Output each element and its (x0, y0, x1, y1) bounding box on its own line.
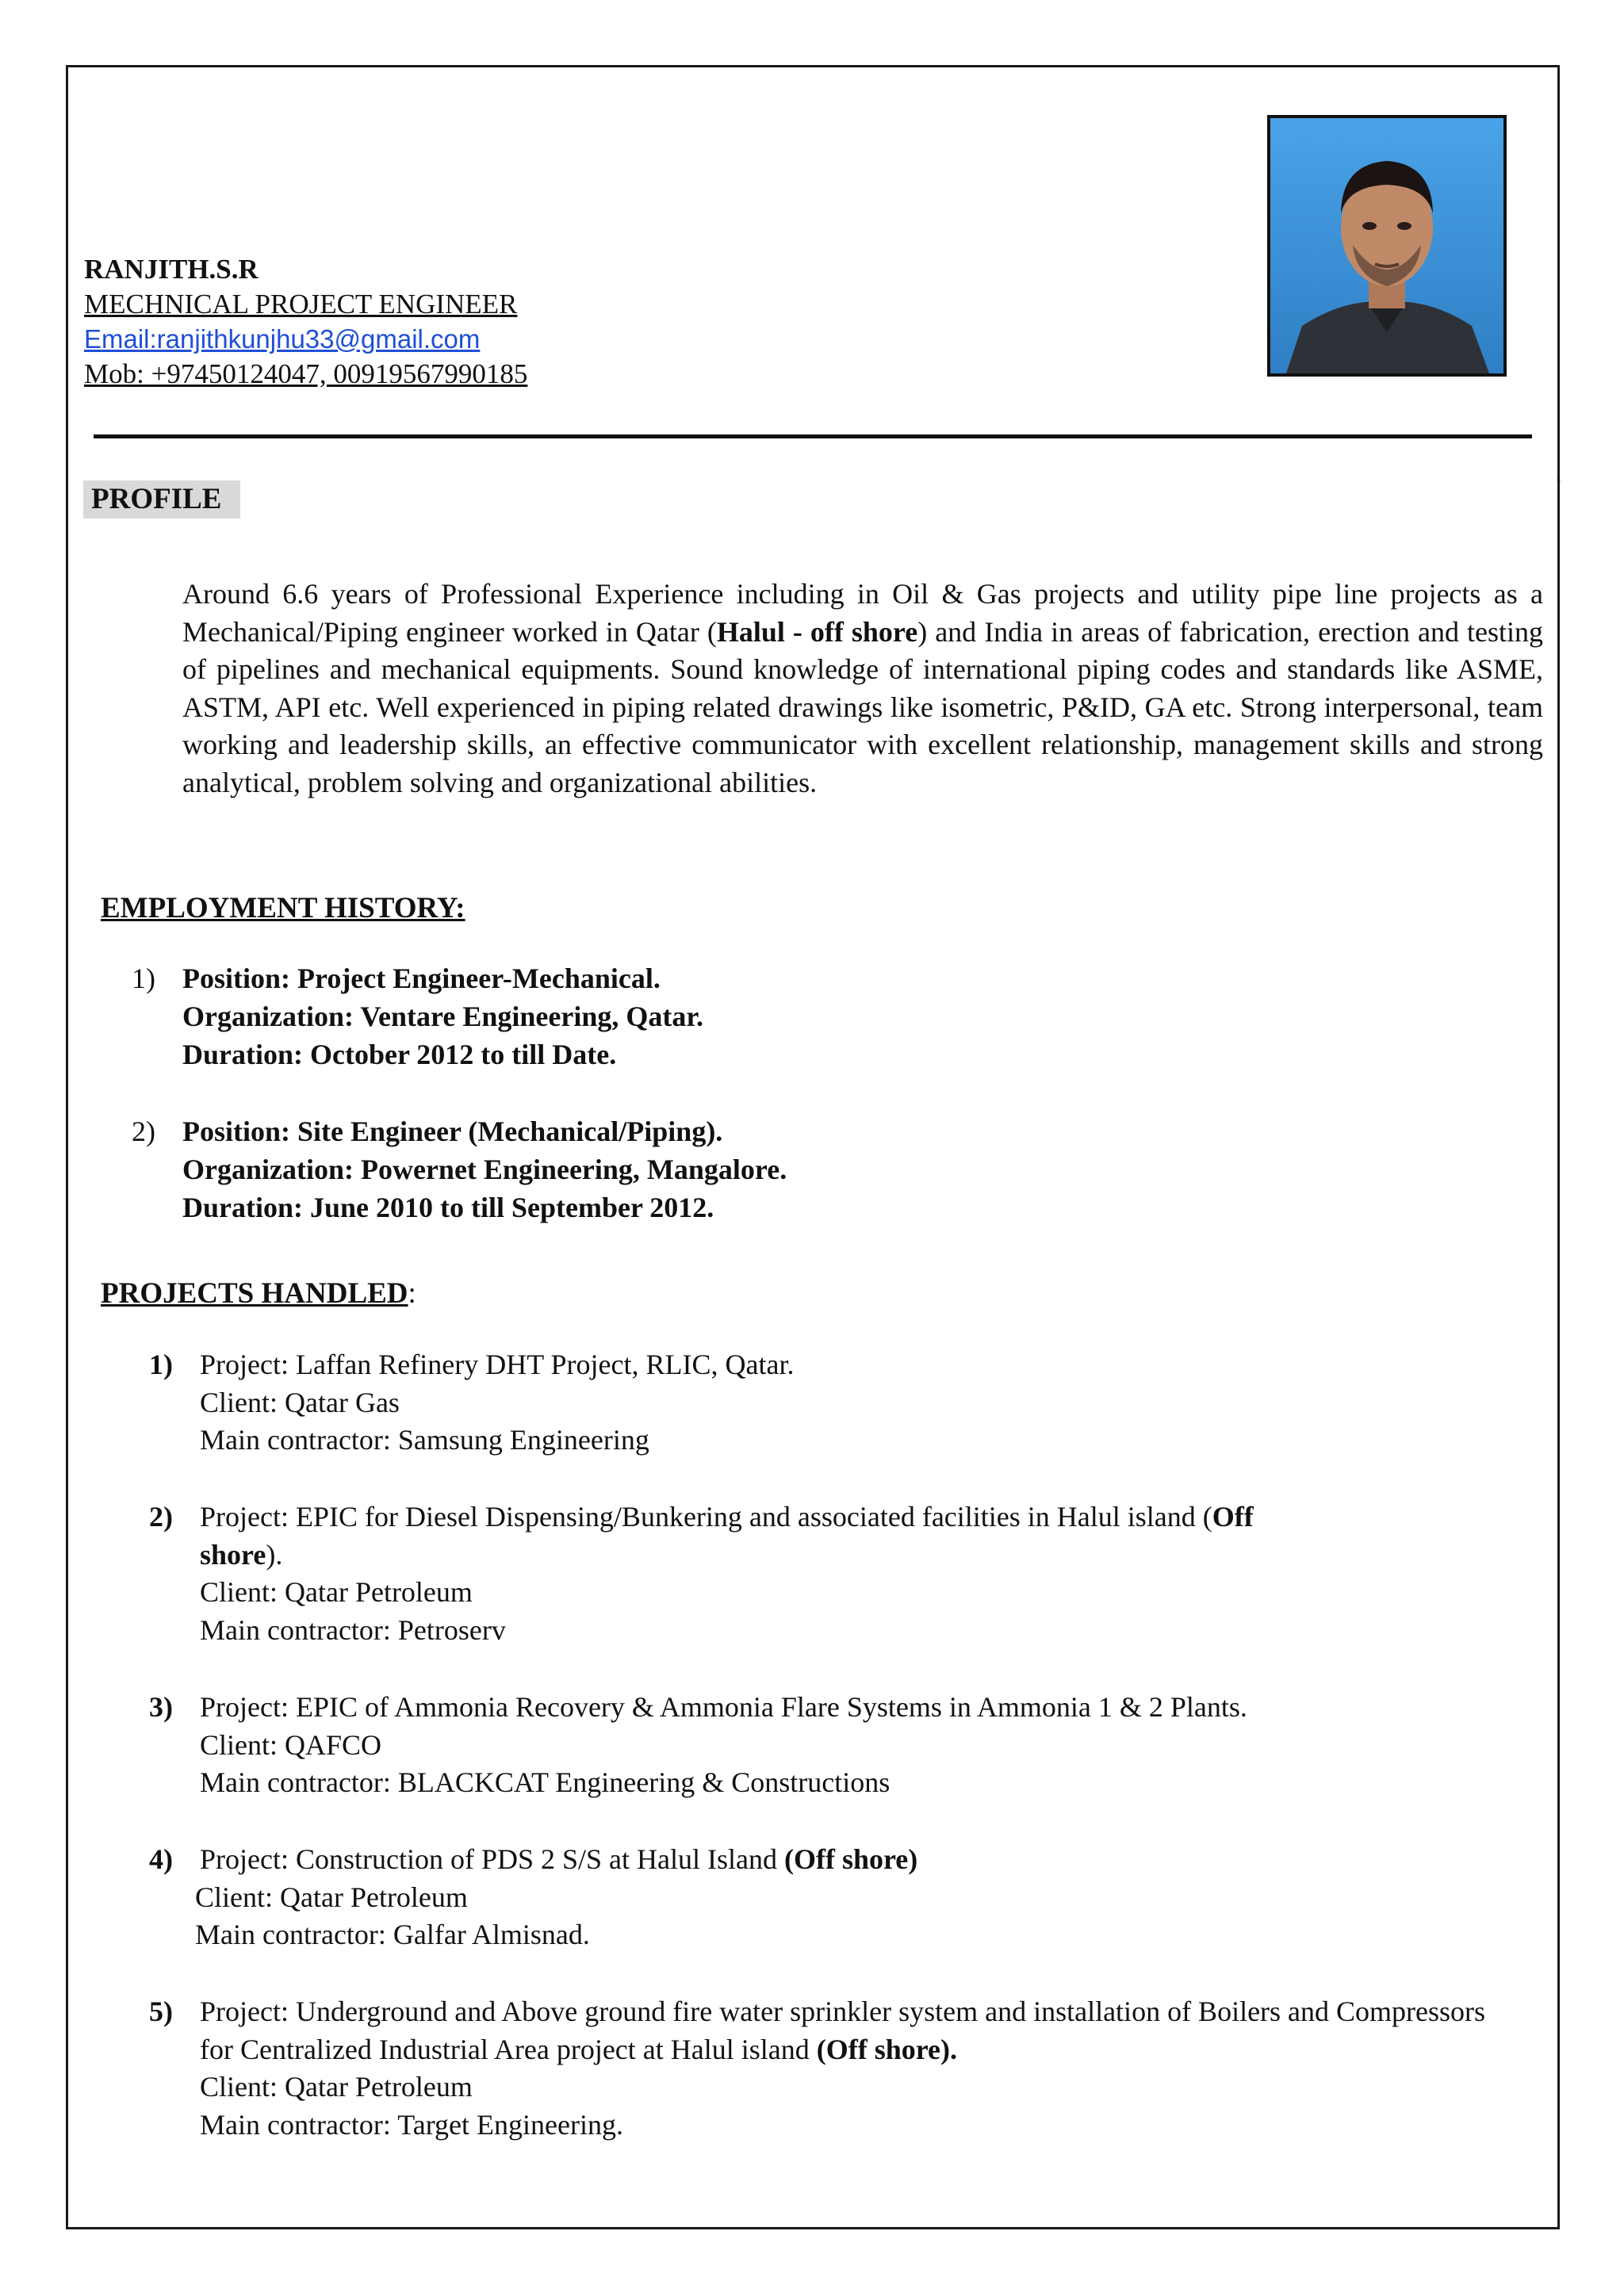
project-contractor: Main contractor: Target Engineering. (200, 2108, 623, 2141)
profile-photo (1267, 115, 1507, 377)
header-divider (94, 434, 1532, 438)
project-client: Client: Qatar Gas (200, 1386, 400, 1418)
project-contractor: Main contractor: Samsung Engineering (200, 1424, 649, 1456)
project-item (149, 1993, 1497, 2144)
project-item (149, 1689, 1497, 1802)
project-name-part: Project: EPIC for Diesel Dispensing/Bunkering and associated facilities in Halul island ( (200, 1501, 1212, 1533)
project-number: 4) (149, 1843, 173, 1875)
project-name: Project: Laffan Refinery DHT Project, RLIC, Qatar. (200, 1349, 795, 1380)
employment-item (132, 959, 703, 1073)
employment-item (132, 1112, 787, 1226)
candidate-name: RANJITH.S.R (84, 254, 259, 285)
project-number: 3) (149, 1691, 173, 1723)
project-name-bold: shore (200, 1538, 266, 1571)
project-contractor: Main contractor: Galfar Almisnad. (195, 1919, 590, 1950)
project-item (149, 1346, 1497, 1460)
projects-heading: PROJECTS HANDLED (101, 1277, 408, 1310)
employment-duration: Duration: October 2012 to till Date. (182, 1039, 617, 1070)
stray-mark: ` (1556, 476, 1562, 496)
project-number: 1) (149, 1349, 173, 1380)
projects-heading-suffix: : (408, 1277, 416, 1310)
project-client: Client: Qatar Petroleum (200, 1576, 473, 1608)
project-client: Client: Qatar Petroleum (195, 1881, 468, 1913)
employment-position: Position: Site Engineer (Mechanical/Piping). (182, 1115, 723, 1147)
profile-summary (182, 576, 1543, 802)
project-name (200, 1841, 1497, 1879)
profile-text-bold: Halul - off shore (716, 615, 918, 648)
mobile-number: Mob: +97450124047, 00919567990185 (84, 358, 528, 389)
project-name (200, 1993, 1497, 2068)
project-item (149, 1841, 1497, 1954)
project-number: 5) (149, 1996, 173, 2027)
project-number: 2) (149, 1501, 173, 1533)
profile-text-part-1: Around 6.6 years of Professional Experience including in Oil & Gas projects and utility pipe line projects as a Mechanical/Piping engineer worked in Qatar ( (182, 578, 1543, 648)
contact-header (84, 252, 527, 392)
employment-position: Position: Project Engineer-Mechanical. (182, 962, 661, 994)
project-name: Project: EPIC of Ammonia Recovery & Ammonia Flare Systems in Ammonia 1 & 2 Plants. (200, 1691, 1247, 1723)
profile-heading: PROFILE (83, 480, 240, 519)
project-client: Client: Qatar Petroleum (200, 2071, 473, 2103)
project-name-bold: (Off shore). (816, 2033, 958, 2065)
project-name (200, 1498, 1418, 1574)
project-name-part: Project: Construction of PDS 2 S/S at Halul Island (200, 1843, 784, 1875)
projects-heading-wrap (101, 1276, 416, 1311)
project-contractor: Main contractor: Petroserv (200, 1613, 506, 1646)
employment-organization: Organization: Ventare Engineering, Qatar. (182, 1001, 703, 1032)
project-client: Client: QAFCO (200, 1728, 382, 1761)
email-link[interactable]: Email:ranjithkunjhu33@gmail.com (84, 324, 481, 354)
employment-heading: EMPLOYMENT HISTORY: (101, 892, 465, 924)
person-photo-icon (1270, 118, 1503, 373)
employment-duration: Duration: June 2010 to till September 2012. (182, 1192, 714, 1223)
project-name-bold: Off (1212, 1501, 1254, 1533)
project-name-bold: (Off shore) (783, 1843, 918, 1875)
profile-text-part-2: ) and India in areas of fabrication, erection and testing of pipelines and mechanical equipments. Sound knowledge of international piping codes and standards like ASME, ASTM, API etc. Well experienced in piping related drawings like isometric, P&ID, GA etc. Strong interpersonal, team working and leadership skills, an effective communicator with excellent relationship, management skills and strong analytical, problem solving and organizational abilities. (182, 615, 1543, 798)
project-name-part: Project: Underground and Above ground fire water sprinkler system and installation of Boilers and Compressors for Centralized Industrial Area project at Halul island (200, 1996, 1486, 2065)
employment-number: 2) (132, 1115, 155, 1147)
employment-organization: Organization: Powernet Engineering, Mangalore. (182, 1154, 787, 1185)
project-contractor: Main contractor: BLACKCAT Engineering & Constructions (200, 1766, 891, 1798)
job-title: MECHNICAL PROJECT ENGINEER (84, 289, 518, 320)
project-item (149, 1498, 1418, 1649)
employment-number: 1) (132, 962, 155, 994)
project-name-part: ). (266, 1538, 283, 1571)
